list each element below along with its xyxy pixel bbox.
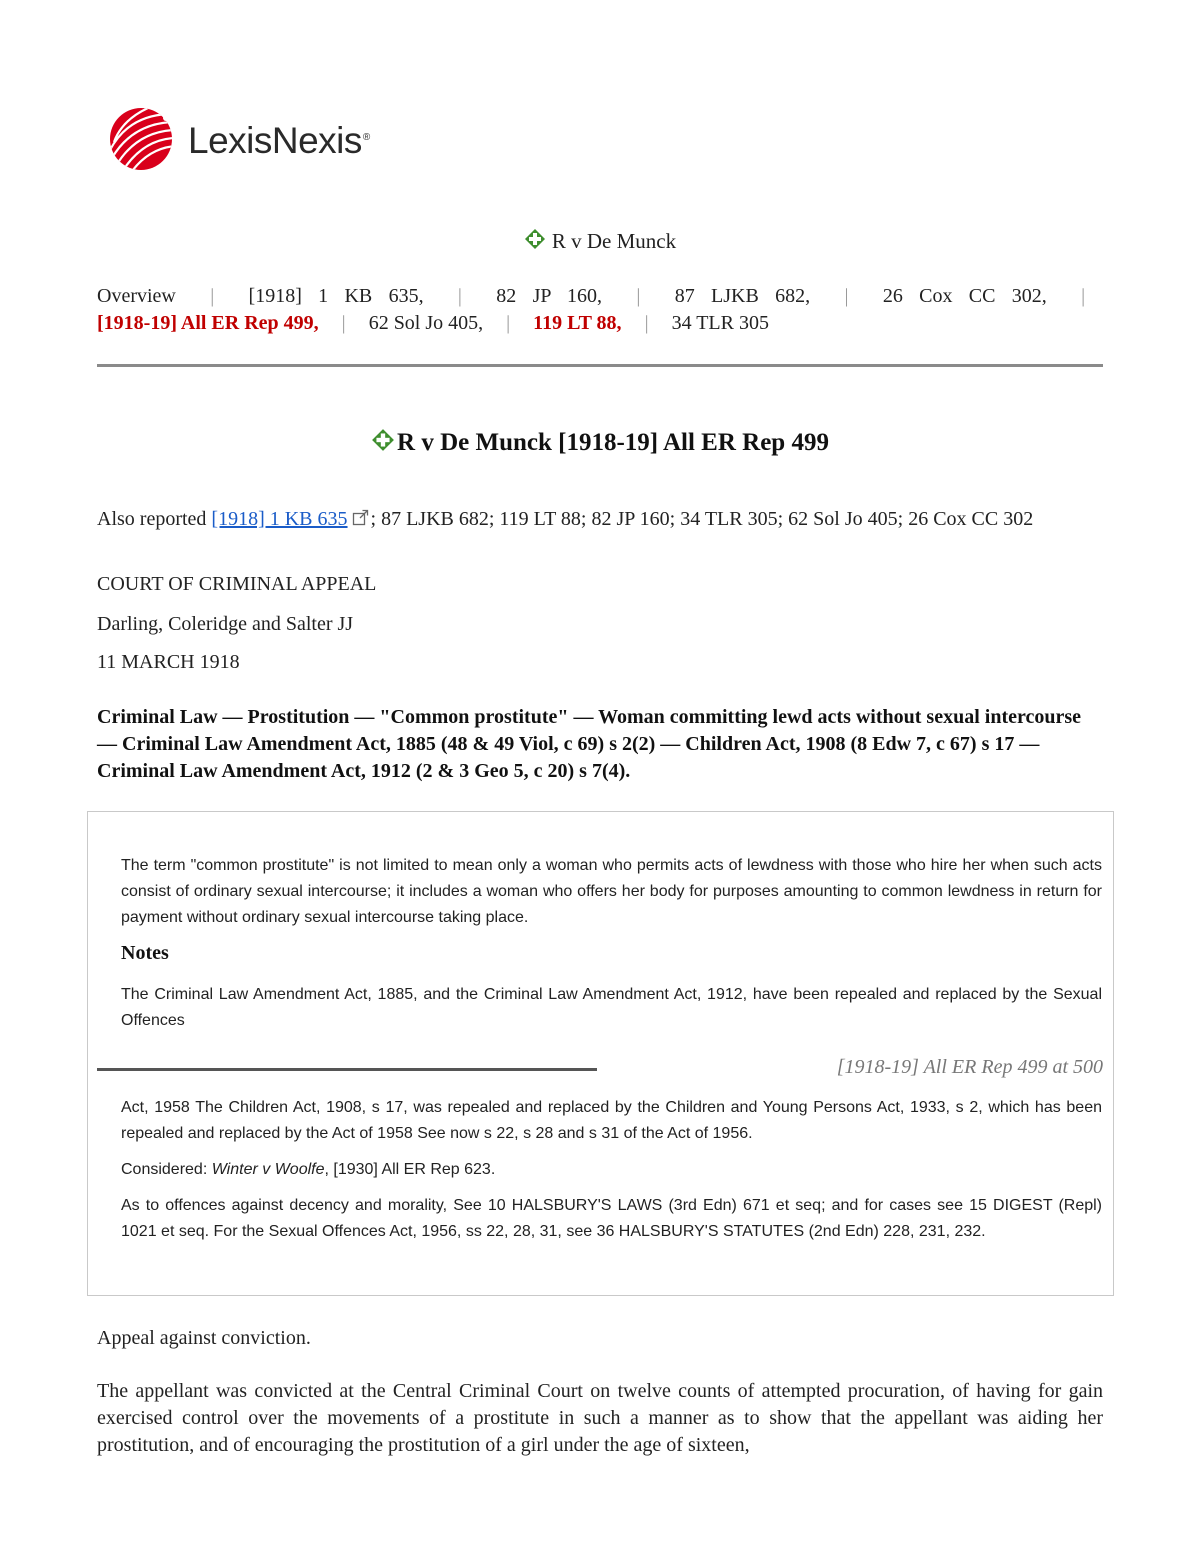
lexisnexis-emblem-icon	[108, 106, 174, 172]
case-heading: R v De Munck [1918-19] All ER Rep 499	[0, 428, 1200, 457]
citation-item[interactable]: Overview	[97, 285, 176, 307]
plus-icon[interactable]	[524, 228, 546, 250]
logo-wordmark: LexisNexis®	[188, 120, 370, 161]
citation-item[interactable]: [1918] 1 KB 635,	[248, 285, 424, 307]
citation-item[interactable]: 82 JP 160,	[496, 285, 603, 307]
considered-case-name: Winter v Woolfe	[211, 1161, 325, 1178]
headnote-held: The term "common prostitute" is not limited to mean only a woman who permits acts of lewdness with those who hire her when such acts consist of ordinary sexual intercourse; it includes a woman who offers her body for purposes amounting to common lewdness in return for payment without ordinary sexual intercourse taking place.	[121, 857, 1102, 926]
catchwords: Criminal Law — Prostitution — "Common prostitute" — Woman committing lewd acts without sexual intercourse — Criminal Law Amendment Act, 1885 (48 & 49 Viol, c 69) s 2(2) — Children Act, 1908 (8 Edw 7, c 67) s 17 — Criminal Law Amendment Act, 1912 (2 & 3 Geo 5, c 20) s 7(4).	[97, 706, 1082, 782]
plus-icon[interactable]	[371, 428, 395, 452]
halsbury-reference: As to offences against decency and morality, See 10 HALSBURY'S LAWS (3rd Edn) 671 et seq; and for cases see 15 DIGEST (Repl) 1021 et seq. For the Sexual Offences Act, 1956, ss 22, 28, 31, see 36 HALSBURY'S STATUTES (2nd Edn) 228, 231, 232.	[121, 1197, 1102, 1240]
citation-item[interactable]: 87 LJKB 682,	[674, 285, 811, 307]
notes-continued: Act, 1958 The Children Act, 1908, s 17, was repealed and replaced by the Children and Young Persons Act, 1933, s 2, which has been repealed and replaced by the Act of 1958 See now s 22, s 28 and s 31 of the Act of 1956.	[121, 1099, 1102, 1142]
citation-list	[97, 283, 1103, 337]
citation-separator: |	[636, 285, 641, 307]
court-name: COURT OF CRIMINAL APPEAL	[97, 573, 377, 595]
also-reported: Also reported [1918] 1 KB 635 ; 87 LJKB 682; 119 LT 88; 82 JP 160; 34 TLR 305; 62 Sol Jo 405; 26 Cox CC 302	[97, 508, 1034, 530]
citation-item[interactable]: 26 Cox CC 302,	[882, 285, 1047, 307]
page-reference: [1918-19] All ER Rep 499 at 500	[836, 1056, 1103, 1078]
lexisnexis-logo	[108, 106, 370, 172]
notes-text: The Criminal Law Amendment Act, 1885, and the Criminal Law Amendment Act, 1912, have been repealed and replaced by the Sexual Offences	[121, 986, 1102, 1029]
citation-separator: |	[506, 312, 511, 334]
citation-item[interactable]: 119 LT 88,	[533, 312, 622, 334]
judgment-date: 11 MARCH 1918	[97, 651, 240, 673]
page-break	[97, 1056, 1103, 1082]
citation-item[interactable]: 62 Sol Jo 405,	[368, 312, 484, 334]
citation-separator: |	[644, 312, 649, 334]
horizontal-divider	[97, 364, 1103, 367]
external-link-icon[interactable]	[352, 509, 369, 526]
citation-separator: |	[1081, 285, 1086, 307]
citation-item[interactable]: [1918-19] All ER Rep 499,	[97, 312, 319, 334]
kb-citation-link[interactable]: [1918] 1 KB 635	[211, 508, 348, 530]
page-break-line	[97, 1068, 597, 1071]
appeal-line: Appeal against conviction.	[97, 1327, 311, 1349]
notes-heading: Notes	[121, 942, 169, 964]
citation-item[interactable]: 34 TLR 305	[671, 312, 769, 334]
considered-cases: Considered: Winter v Woolfe, [1930] All ER Rep 623.	[121, 1161, 496, 1178]
document-title: R v De Munck	[0, 228, 1200, 254]
judgment-paragraph: The appellant was convicted at the Central Criminal Court on twelve counts of attempted procuration, of having for gain exercised control over the movements of a prostitute in such a manner as to show that the appellant was aiding her prostitution, and of encouraging the prostitution of a girl under the age of sixteen,	[97, 1380, 1103, 1456]
citation-separator: |	[210, 285, 215, 307]
judges: Darling, Coleridge and Salter JJ	[97, 613, 354, 635]
citation-separator: |	[341, 312, 346, 334]
citation-separator: |	[844, 285, 849, 307]
citation-separator: |	[457, 285, 462, 307]
